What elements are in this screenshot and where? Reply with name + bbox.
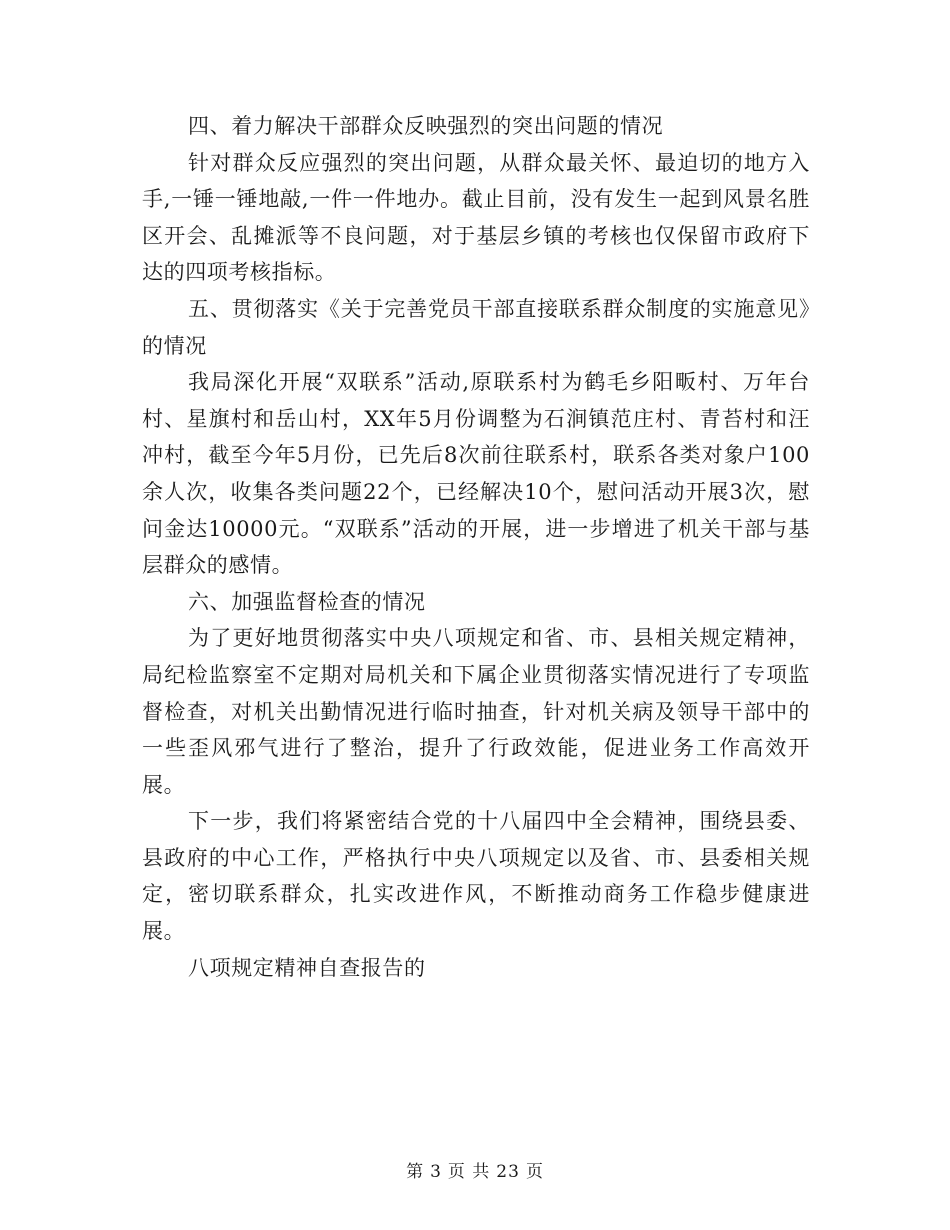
section-heading-five: 五、贯彻落实《关于完善党员干部直接联系群众制度的实施意见》的情况 [142, 296, 810, 358]
page-footer [0, 1157, 950, 1182]
paragraph-next-steps: 下一步，我们将紧密结合党的十八届四中全会精神，围绕县委、县政府的中心工作，严格执行中央八项规定以及省、市、县委相关规定，密切联系群众，扎实改进作风，不断推动商务工作稳步健康进展。 [142, 809, 810, 944]
paragraph-report-title-fragment: 八项规定精神自查报告的 [188, 955, 426, 980]
footer-page-number: 3 [430, 1162, 442, 1182]
footer-middle: 页 共 [447, 1162, 491, 1182]
footer-suffix: 页 [525, 1162, 544, 1182]
paragraph-prominent-issues: 针对群众反应强烈的突出问题，从群众最关怀、最迫切的地方入手,一锤一锤地敲,一件一件地办。截止目前，没有发生一起到风景名胜区开会、乱摊派等不良问题，对于基层乡镇的考核也仅保留市政府下达的四项考核指标。 [142, 150, 810, 285]
footer-total-pages: 23 [496, 1162, 520, 1182]
paragraph-dual-contact: 我局深化开展“双联系”活动,原联系村为鹤毛乡阳畈村、万年台村、星旗村和岳山村，XX年5月份调整为石涧镇范庄村、青苔村和汪冲村，截至今年5月份，已先后8次前往联系村，联系各类对象户100余人次，收集各类问题22个，已经解决10个，慰问活动开展3次，慰问金达10000元。“双联系”活动的开展，进一步增进了机关干部与基层群众的感情。 [142, 370, 810, 578]
document-body [142, 108, 810, 986]
section-heading-four: 四、着力解决干部群众反映强烈的突出问题的情况 [188, 114, 664, 138]
paragraph-supervision: 为了更好地贯彻落实中央八项规定和省、市、县相关规定精神，局纪检监察室不定期对局机关和下属企业贯彻落实情况进行了专项监督检查，对机关出勤情况进行临时抽查，针对机关病及领导干部中的一些歪风邪气进行了整治，提升了行政效能，促进业务工作高效开展。 [142, 626, 810, 797]
footer-prefix: 第 [406, 1162, 425, 1182]
section-heading-six: 六、加强监督检查的情况 [188, 589, 426, 614]
